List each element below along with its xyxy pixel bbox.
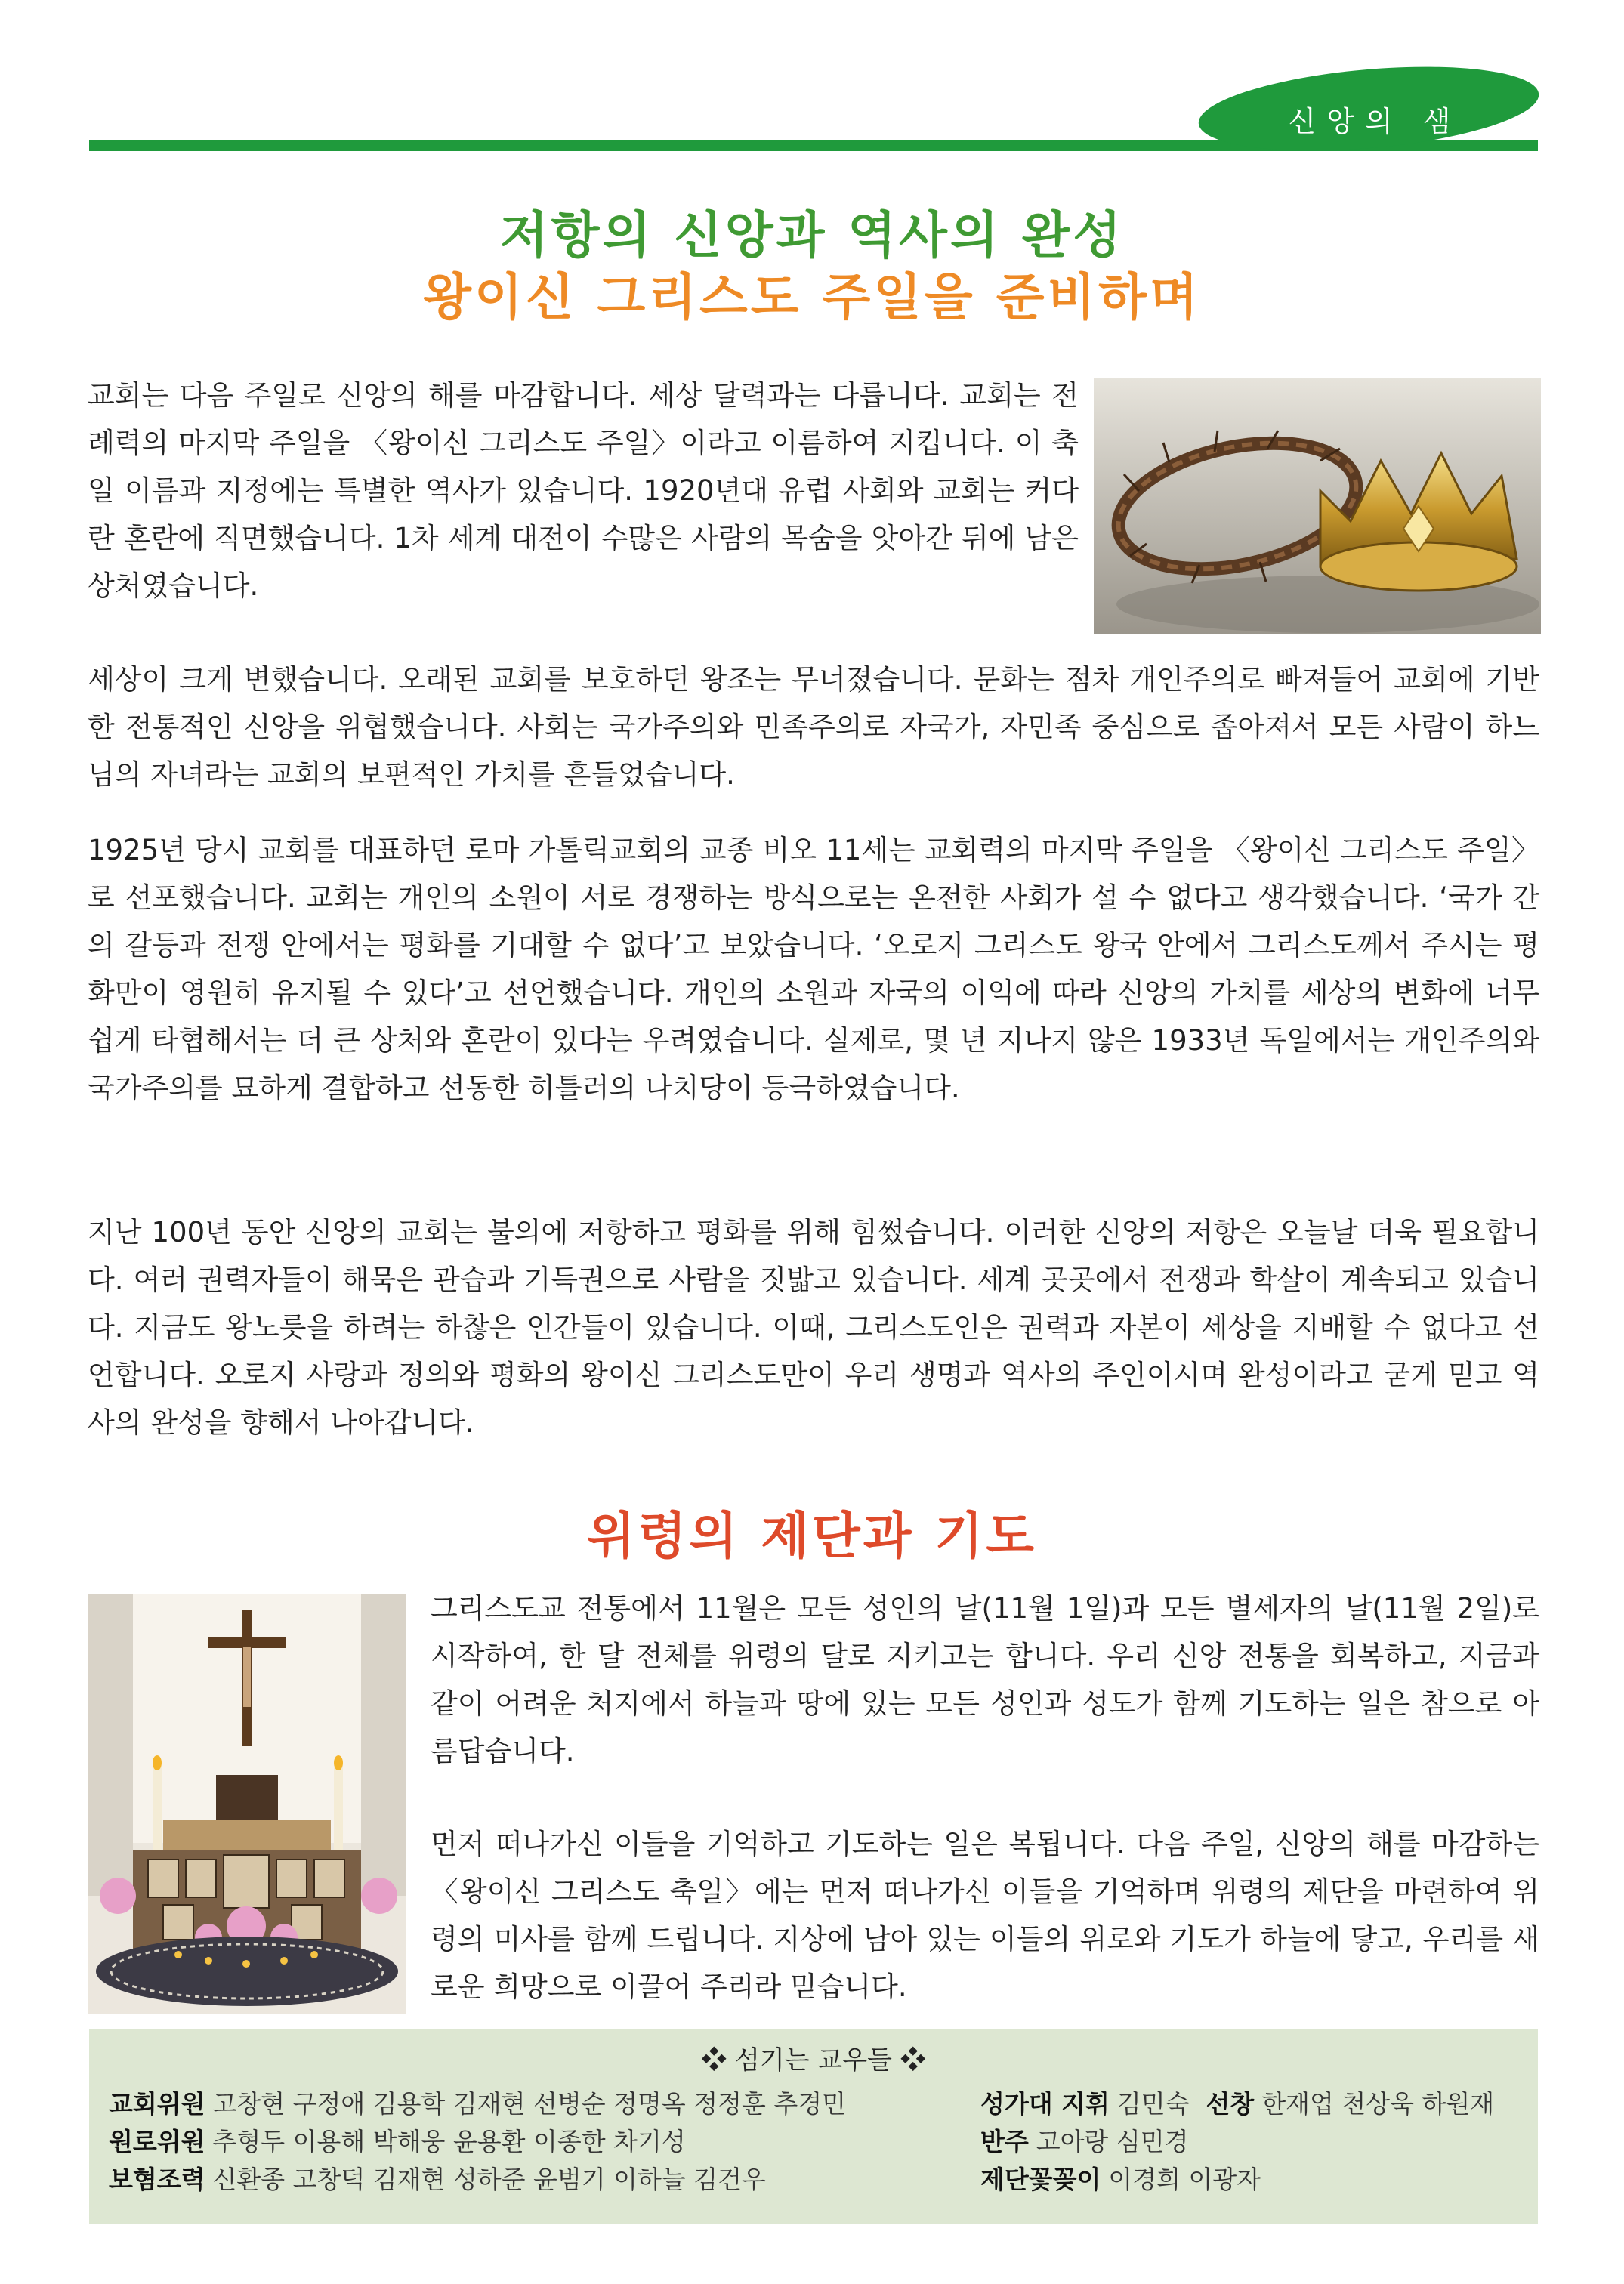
- servers-box: [89, 2029, 1538, 2224]
- servers-row-committee: [109, 2085, 846, 2120]
- article2-paragraph-1: 그리스도교 전통에서 11월은 모든 성인의 날(11월 1일)과 모든 별세자의 날(11월 2일)로 시작하여, 한 달 전체를 위령의 달로 지키고는 합니다. 우리 신앙 전통을 회복하고, 지금과 같이 어려운 처지에서 하늘과 땅에 있는 모든 성인과 성도가 함께 기도하는 일은 참으로 아름답습니다.: [431, 1592, 1539, 1767]
- member-names: 신환종 고창덕 김재현 성하준 윤범기 이하늘 김건우: [212, 2165, 766, 2194]
- servers-row-accompanist: [980, 2122, 1189, 2158]
- article1-paragraph-2: 세상이 크게 변했습니다. 오래된 교회를 보호하던 왕조는 무너졌습니다. 문화는 점차 개인주의로 빠져들어 교회에 기반한 전통적인 신앙을 위협했습니다. 사회는 국가주의와 민족주의로 자국가, 자민족 중심으로 좁아져서 모든 사람이 하느님의 자녀라는 교회의 보편적인 가치를 흔들었습니다.: [88, 663, 1539, 791]
- article1-title-line2: 왕이신 그리스도 주일을 준비하며: [423, 268, 1201, 326]
- member-names: 한재업 천상욱 하원재: [1261, 2089, 1495, 2119]
- role-label: 원로위원: [109, 2127, 205, 2156]
- servers-title: ❖ 섬기는 교우들 ❖: [701, 2045, 926, 2076]
- article2-title: 위령의 제단과 기도: [586, 1507, 1037, 1565]
- role-label: 반주: [980, 2127, 1029, 2156]
- role-label: 제단꽃꽂이: [980, 2165, 1101, 2194]
- article1-title-line1: 저항의 신앙과 역사의 완성: [499, 206, 1125, 264]
- crown-of-thorns-photo: [1094, 378, 1541, 634]
- memorial-altar-photo: [88, 1594, 406, 2014]
- servers-row-elders: [109, 2122, 686, 2158]
- role-label: 보혐조력: [109, 2165, 205, 2194]
- role-label: 교회위원: [109, 2089, 205, 2119]
- article1-paragraph-4: 지난 100년 동안 신앙의 교회는 불의에 저항하고 평화를 위해 힘썼습니다. 이러한 신앙의 저항은 오늘날 더욱 필요합니다. 여러 권력자들이 해묵은 관습과 기득권으로 사람을 짓밟고 있습니다. 세계 곳곳에서 전쟁과 학살이 계속되고 있습니다. 지금도 왕노릇을 하려는 하찮은 인간들이 있습니다. 이때, 그리스도인은 권력과 자본이 세상을 지배할 수 없다고 선언합니다. 오로지 사랑과 정의와 평화의 왕이신 그리스도만이 우리 생명과 역사의 주인이시며 완성이라고 굳게 믿고 역사의 완성을 향해서 나아갑니다.: [88, 1216, 1539, 1439]
- member-names: 고창현 구정애 김용학 김재현 선병순 정명옥 정정훈 추경민: [212, 2089, 847, 2119]
- role-label: 선창: [1206, 2089, 1255, 2119]
- role-label: 성가대 지휘: [980, 2089, 1110, 2119]
- member-names: 고아랑 심민경: [1036, 2127, 1189, 2156]
- member-names: 김민숙: [1116, 2089, 1190, 2119]
- servers-row-assistants: [109, 2160, 766, 2196]
- servers-row-choir: [980, 2085, 1494, 2120]
- member-names: 추형두 이용해 박해웅 윤용환 이종한 차기성: [212, 2127, 686, 2156]
- member-names: 이경희 이광자: [1108, 2165, 1261, 2194]
- article2-paragraph-2: 먼저 떠나가신 이들을 기억하고 기도하는 일은 복됩니다. 다음 주일, 신앙의 해를 마감하는 〈왕이신 그리스도 축일〉에는 먼저 떠나가신 이들을 기억하며 위령의 제단을 마련하여 위령의 미사를 함께 드립니다. 지상에 남아 있는 이들의 위로와 기도가 하늘에 닿고, 우리를 새로운 희망으로 이끌어 주리라 믿습니다.: [431, 1828, 1539, 2003]
- article1-paragraph-3: 1925년 당시 교회를 대표하던 로마 가톨릭교회의 교종 비오 11세는 교회력의 마지막 주일을 〈왕이신 그리스도 주일〉로 선포했습니다. 교회는 개인의 소원이 서로 경쟁하는 방식으로는 온전한 사회가 설 수 없다고 생각했습니다. ‘국가 간의 갈등과 전쟁 안에서는 평화를 기대할 수 없다’고 보았습니다. ‘오로지 그리스도 왕국 안에서 그리스도께서 주시는 평화만이 영원히 유지될 수 있다’고 선언했습니다. 개인의 소원과 자국의 이익에 따라 신앙의 가치를 세상의 변화에 너무 쉽게 타협해서는 더 큰 상처와 혼란이 있다는 우려였습니다. 실제로, 몇 년 지나지 않은 1933년 독일에서는 개인주의와 국가주의를 묘하게 결합하고 선동한 히틀러의 나치당이 등극하였습니다.: [88, 834, 1539, 1104]
- servers-row-flowers: [980, 2160, 1261, 2196]
- article1-paragraph-1: 교회는 다음 주일로 신앙의 해를 마감합니다. 세상 달력과는 다릅니다. 교회는 전례력의 마지막 주일을 〈왕이신 그리스도 주일〉이라고 이름하여 지킵니다. 이 축일 이름과 지정에는 특별한 역사가 있습니다. 1920년대 유럽 사회와 교회는 커다란 혼란에 직면했습니다. 1차 세계 대전이 수많은 사람의 목숨을 앗아간 뒤에 남은 상처였습니다.: [88, 379, 1079, 602]
- section-label: 신앙의 샘: [1288, 105, 1462, 138]
